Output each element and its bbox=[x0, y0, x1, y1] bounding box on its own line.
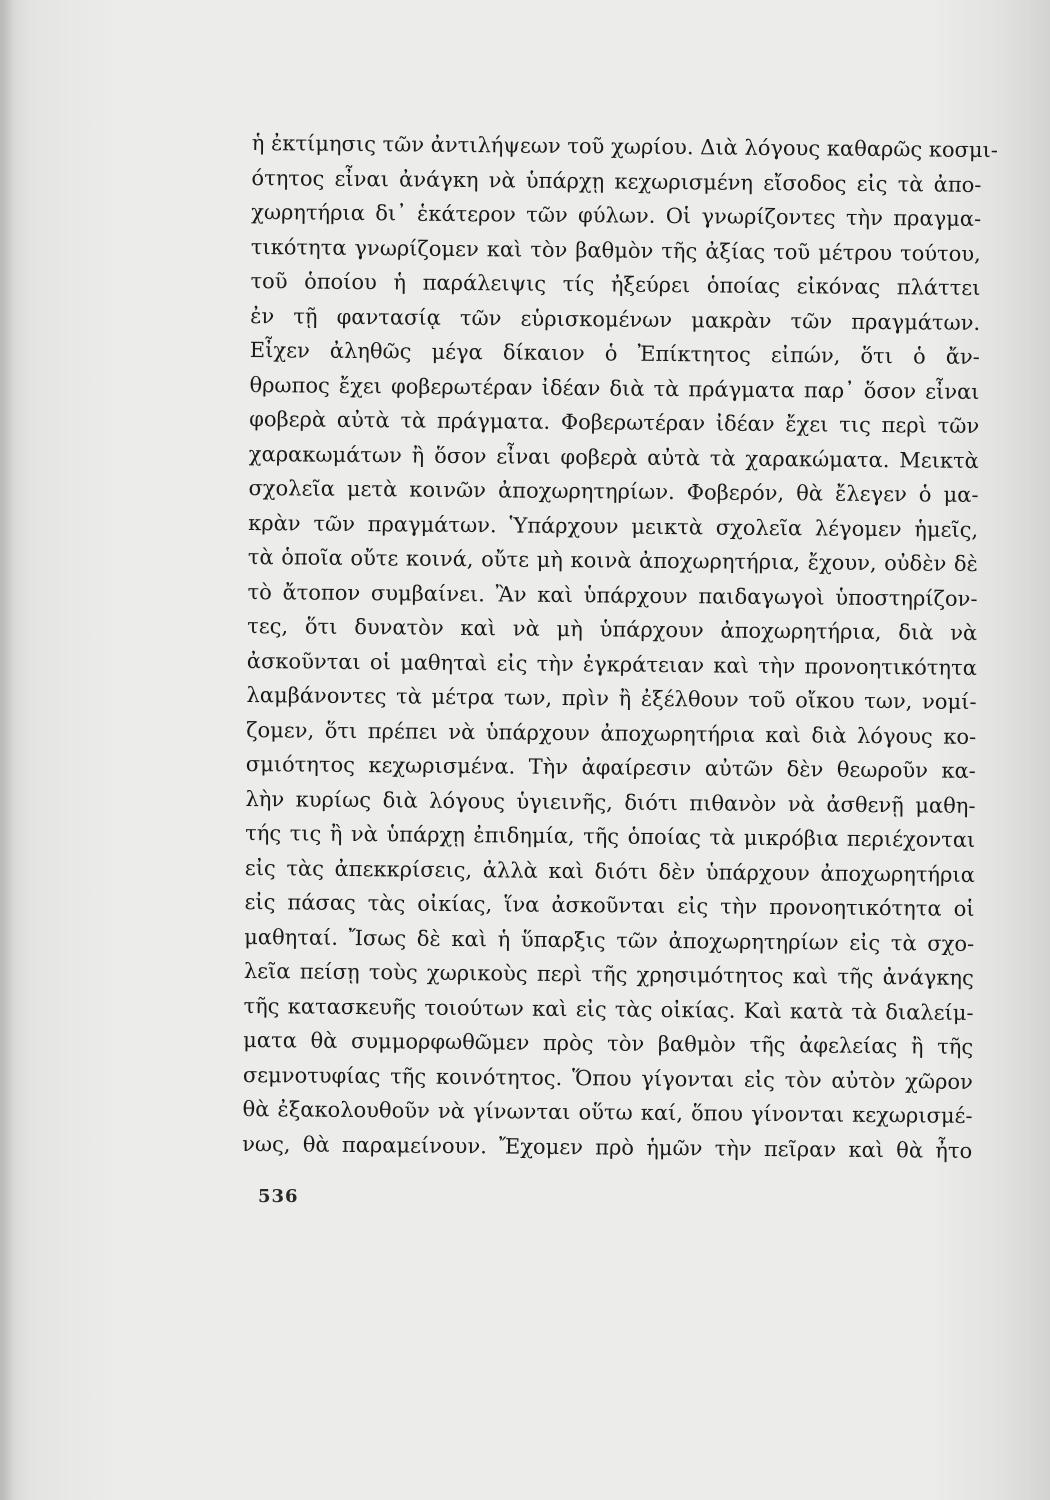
gutter-shadow bbox=[0, 0, 14, 1500]
text-line: τες, ὅτι δυνατὸν καὶ νὰ μὴ ὑπάρχουν ἀποχωρητήρια, διὰ νὰ bbox=[247, 613, 978, 645]
text-line: νως, θὰ παραμείνουν. Ἔχομεν πρὸ ἡμῶν τὴν πεῖραν καὶ θὰ ἦτο bbox=[242, 1131, 973, 1163]
text-line: ἡ ἐκτίμησις τῶν ἀντιλήψεων τοῦ χωρίου. Διὰ λόγους καθαρῶς κοσμι- bbox=[251, 130, 999, 163]
text-line: σμιότητος κεχωρισμένα. Τὴν ἀφαίρεσιν αὐτῶν δὲν θεωροῦν κα- bbox=[245, 751, 976, 783]
text-line: τικότητα γνωρίζομεν καὶ τὸν βαθμὸν τῆς ἀξίας τοῦ μέτρου τούτου, bbox=[250, 234, 981, 266]
text-line: ἀσκοῦνται οἱ μαθηταὶ εἰς τὴν ἐγκράτειαν καὶ τὴν προνοητικότητα bbox=[246, 648, 977, 680]
text-line: ματα θὰ συμμορφωθῶμεν πρὸς τὸν βαθμὸν τῆς ἀφελείας ἢ τῆς bbox=[243, 1027, 974, 1059]
text-line: τοῦ ὁποίου ἡ παράλειψις τίς ἠξεύρει ὁποίας εἰκόνας πλάττει bbox=[250, 268, 981, 300]
text-line: λεῖα πείσῃ τοὺς χωρικοὺς περὶ τῆς χρησιμότητος καὶ τῆς ἀνάγκης bbox=[243, 958, 974, 990]
text-line: χωρητήρια δι᾿ ἑκάτερον τῶν φύλων. Οἱ γνωρίζοντες τὴν πραγμα- bbox=[251, 199, 982, 232]
text-line: λὴν κυρίως διὰ λόγους ὑγιεινῆς, διότι πιθανὸν νὰ ἀσθενῇ μαθη- bbox=[245, 786, 976, 818]
text-line: σχολεῖα μετὰ κοινῶν ἀποχωρητηρίων. Φοβερόν, θὰ ἔλεγεν ὁ μα- bbox=[248, 475, 979, 507]
text-line: κρὰν τῶν πραγμάτων. Ὑπάρχουν μεικτὰ σχολεῖα λέγομεν ἡμεῖς, bbox=[248, 510, 979, 542]
text-line: τής τις ἢ νὰ ὑπάρχῃ ἐπιδημία, τῆς ὁποίας τὰ μικρόβια περιέχονται bbox=[245, 820, 976, 852]
text-line: Εἶχεν ἀληθῶς μέγα δίκαιον ὁ Ἐπίκτητος εἰπών, ὅτι ὁ ἄν- bbox=[249, 337, 980, 369]
text-line: εἰς τὰς ἀπεκκρίσεις, ἀλλὰ καὶ διότι δὲν ὑπάρχουν ἀποχωρητήρια bbox=[244, 855, 975, 887]
text-line: τὸ ἄτοπον συμβαίνει. Ἂν καὶ ὑπάρχουν παιδαγωγοὶ ὑποστηρίζον- bbox=[247, 579, 978, 611]
text-line: ζομεν, ὅτι πρέπει νὰ ὑπάρχουν ἀποχωρητήρια καὶ διὰ λόγους κο- bbox=[246, 717, 977, 749]
text-line: φοβερὰ αὐτὰ τὰ πράγματα. Φοβερωτέραν ἰδέαν ἔχει τις περὶ τῶν bbox=[249, 406, 980, 438]
text-line: εἰς πάσας τὰς οἰκίας, ἵνα ἀσκοῦνται εἰς τὴν προνοητικότητα οἱ bbox=[244, 889, 975, 921]
page-number: 536 bbox=[258, 1186, 299, 1207]
text-line: θρωπος ἔχει φοβερωτέραν ἰδέαν διὰ τὰ πράγματα παρ᾿ ὅσον εἶναι bbox=[249, 372, 980, 404]
text-line: ότητος εἶναι ἀνάγκη νὰ ὑπάρχῃ κεχωρισμένη εἴσοδος εἰς τὰ ἀπο- bbox=[251, 165, 982, 197]
text-line: ἐν τῇ φαντασίᾳ τῶν εὑρισκομένων μακρὰν τῶν πραγμάτων. bbox=[250, 303, 981, 335]
text-line: θὰ ἐξακολουθοῦν νὰ γίνωνται οὕτω καί, ὅπου γίνονται κεχωρισμέ- bbox=[242, 1096, 973, 1128]
body-text bbox=[242, 126, 999, 1168]
text-line: μαθηταί. Ἴσως δὲ καὶ ἡ ὕπαρξις τῶν ἀποχωρητηρίων εἰς τὰ σχο- bbox=[244, 924, 975, 956]
text-line: τὰ ὁποῖα οὔτε κοινά, οὔτε μὴ κοινὰ ἀποχωρητήρια, ἔχουν, οὐδὲν δὲ bbox=[247, 544, 978, 576]
text-line: σεμνοτυφίας τῆς κοινότητος. Ὅπου γίγονται εἰς τὸν αὐτὸν χῶρον bbox=[242, 1062, 973, 1094]
text-line: τῆς κατασκευῆς τοιούτων καὶ εἰς τὰς οἰκίας. Καὶ κατὰ τὰ διαλείμ- bbox=[243, 993, 974, 1025]
text-line: λαμβάνοντες τὰ μέτρα των, πρὶν ἢ ἐξέλθουν τοῦ οἴκου των, νομί- bbox=[246, 682, 977, 714]
text-line: χαρακωμάτων ἢ ὅσον εἶναι φοβερὰ αὐτὰ τὰ χαρακώματα. Μεικτὰ bbox=[248, 441, 979, 473]
